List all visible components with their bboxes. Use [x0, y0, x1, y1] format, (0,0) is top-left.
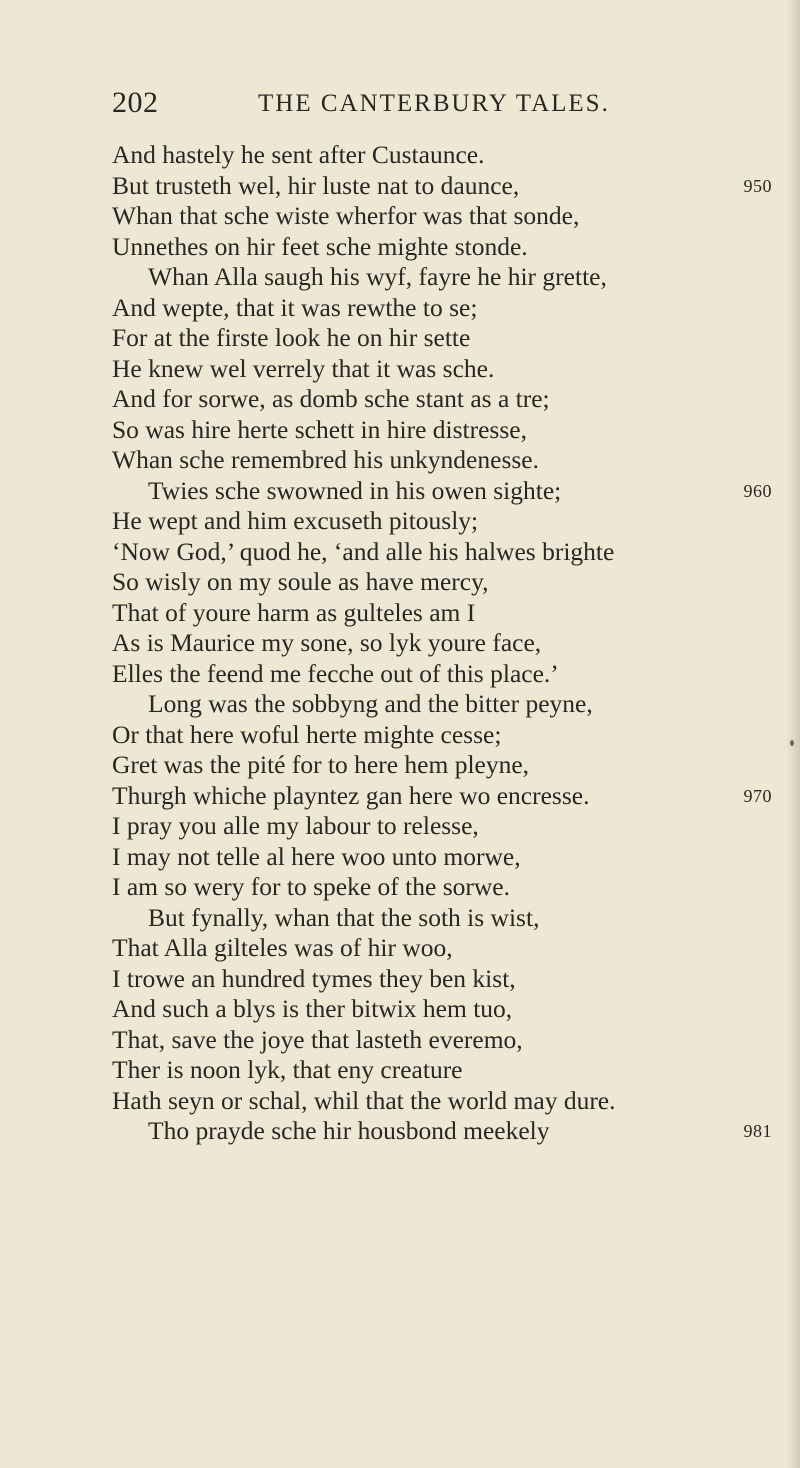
poem-line	[112, 567, 772, 598]
poem-line	[112, 1025, 772, 1056]
poem-line	[112, 1055, 772, 1086]
poem-line	[112, 476, 772, 507]
poem-line-text: And for sorwe, as domb sche stant as a tre;	[112, 384, 550, 413]
poem-line	[112, 903, 772, 934]
poem-line-text: As is Maurice my sone, so lyk youre face,	[112, 628, 542, 657]
line-number: 970	[743, 785, 772, 806]
line-number: 960	[743, 480, 772, 501]
poem-line-text: Twies sche swowned in his owen sighte;	[148, 475, 562, 505]
poem-line-text: Whan Alla saugh his wyf, fayre he hir grette,	[148, 262, 607, 291]
poem-line	[112, 842, 772, 873]
poem-line-text: Unnethes on hir feet sche mighte stonde.	[112, 231, 528, 261]
poem-line	[112, 445, 772, 476]
poem-line	[112, 750, 772, 781]
poem-line-text: Long was the sobbyng and the bitter peyne,	[148, 689, 593, 718]
poem-line-text: Whan sche remembred his unkyndenesse.	[112, 445, 539, 474]
poem-line-text: I am so wery for to speke of the sorwe.	[112, 872, 510, 901]
poem-line-text: So wisly on my soule as have mercy,	[112, 567, 489, 596]
poem-line	[112, 964, 772, 995]
poem-line-text: Gret was the pité for to here hem pleyne,	[112, 750, 530, 779]
poem-line-text: For at the firste look he on hir sette	[112, 323, 471, 352]
poem-line	[112, 354, 772, 385]
poem-line	[112, 1116, 772, 1147]
poem-line	[112, 201, 772, 232]
page-header	[112, 86, 632, 126]
poem-line	[112, 293, 772, 324]
poem-line-text: Ther is noon lyk, that eny creature	[112, 1055, 463, 1084]
poem-line	[112, 171, 772, 202]
poem-line-text: And such a blys is ther bitwix hem tuo,	[112, 994, 513, 1023]
poem-line	[112, 811, 772, 842]
poem-text	[112, 140, 772, 1147]
poem-line-text: Hath seyn or schal, whil that the world may dure.	[112, 1085, 616, 1115]
page-number: 202	[112, 86, 159, 119]
poem-line-text: He knew wel verrely that it was sche.	[112, 353, 495, 383]
poem-line-text: Tho prayde sche hir housbond meekely	[148, 1116, 550, 1145]
poem-line	[112, 598, 772, 629]
poem-line-text: I pray you alle my labour to relesse,	[112, 811, 479, 840]
poem-line-text: That of youre harm as gulteles am I	[112, 597, 476, 627]
poem-line	[112, 506, 772, 537]
poem-line	[112, 384, 772, 415]
poem-line-text: So was hire herte schett in hire distresse,	[112, 414, 527, 444]
poem-line-text: Whan that sche wiste wherfor was that sonde,	[112, 201, 580, 230]
poem-line-text: Or that here woful herte mighte cesse;	[112, 719, 502, 749]
poem-line-text: But trusteth wel, hir luste nat to daunce,	[112, 170, 520, 200]
line-number: 981	[743, 1121, 772, 1141]
poem-line	[112, 232, 772, 263]
line-number: 950	[743, 175, 772, 196]
poem-line-text: But fynally, whan that the soth is wist,	[148, 902, 540, 932]
poem-line	[112, 262, 772, 293]
poem-line	[112, 872, 772, 903]
poem-line-text: And hastely he sent after Custaunce.	[112, 140, 485, 169]
poem-line	[112, 1086, 772, 1117]
poem-line-text: That Alla gilteles was of hir woo,	[112, 933, 453, 962]
poem-line-text: That, save the joye that lasteth everemo,	[112, 1024, 523, 1054]
poem-line	[112, 720, 772, 751]
poem-line	[112, 933, 772, 964]
poem-line	[112, 994, 772, 1025]
poem-line-text: I trowe an hundred tymes they ben kist,	[112, 963, 516, 993]
running-title: THE CANTERBURY TALES.	[258, 90, 610, 117]
poem-line	[112, 628, 772, 659]
poem-line-text: ‘Now God,’ quod he, ‘and alle his halwes brighte	[112, 536, 615, 566]
page-edge-shadow	[786, 0, 800, 1468]
poem-line	[112, 659, 772, 690]
poem-line-text: He wept and him excuseth pitously;	[112, 506, 479, 535]
poem-line	[112, 781, 772, 812]
poem-line	[112, 689, 772, 720]
poem-line-text: Elles the feend me fecche out of this place.’	[112, 658, 559, 688]
poem-line-text: I may not telle al here woo unto morwe,	[112, 841, 521, 871]
poem-line	[112, 415, 772, 446]
poem-line	[112, 140, 772, 171]
ink-speck	[790, 740, 794, 746]
poem-line-text: Thurgh whiche playntez gan here wo encresse.	[112, 780, 590, 810]
poem-line	[112, 323, 772, 354]
poem-line	[112, 537, 772, 568]
poem-line-text: And wepte, that it was rewthe to se;	[112, 292, 478, 322]
